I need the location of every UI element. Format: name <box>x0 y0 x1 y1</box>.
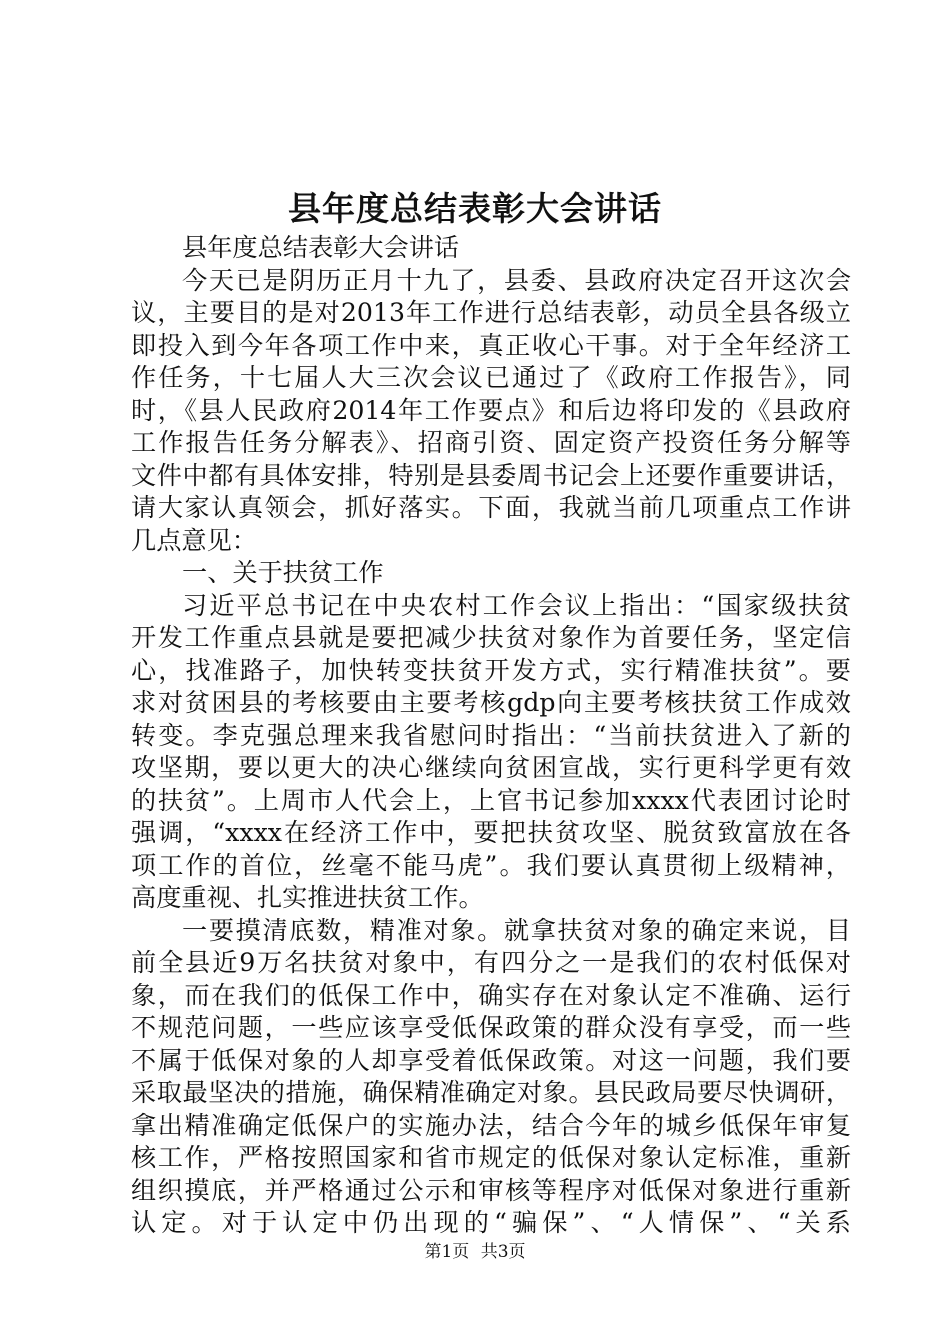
text-line: 不规范问题，一些应该享受低保政策的群众没有享受，而一些 <box>131 1013 851 1042</box>
text-line: 议，主要目的是对2013年工作进行总结表彰，动员全县各级立 <box>131 298 851 327</box>
text-line: 不属于低保对象的人却享受着低保政策。对这一问题，我们要 <box>131 1045 851 1075</box>
text-line: 习近平总书记在中央农村工作会议上指出：“国家级扶贫 <box>182 590 851 620</box>
text-line: 转变。李克强总理来我省慰问时指出：“当前扶贫进入了新的 <box>131 720 851 750</box>
text-line: 象，而在我们的低保工作中，确实存在对象认定不准确、运行 <box>131 980 851 1010</box>
text-line: 核工作，严格按照国家和省市规定的低保对象认定标准，重新 <box>131 1143 851 1172</box>
text-line: 作任务，十七届人大三次会议已通过了《政府工作报告》，同 <box>131 363 851 392</box>
text-line: 高度重视、扎实推进扶贫工作。 <box>131 883 484 912</box>
text-line: 的扶贫”。上周市人代会上，上官书记参加xxxx代表团讨论时 <box>131 785 851 815</box>
text-line: 文件中都有具体安排，特别是县委周书记会上还要作重要讲话， <box>131 460 851 490</box>
text-line: 今天已是阴历正月十九了，县委、县政府决定召开这次会 <box>182 265 851 295</box>
page-number: 第1页 <box>424 1242 470 1262</box>
text-line: 攻坚期，要以更大的决心继续向贫困宣战，实行更科学更有效 <box>131 753 851 782</box>
text-line: 强调，“xxxx在经济工作中，要把扶贫攻坚、脱贫致富放在各 <box>131 818 851 847</box>
text-line: 开发工作重点县就是要把减少扶贫对象作为首要任务，坚定信 <box>131 623 851 652</box>
text-line: 县年度总结表彰大会讲话 <box>182 233 460 262</box>
text-line: 即投入到今年各项工作中来，真正收心干事。对于全年经济工 <box>131 330 851 360</box>
page-total: 共3页 <box>480 1242 526 1262</box>
text-line: 项工作的首位，丝毫不能马虎”。我们要认真贯彻上级精神， <box>131 850 851 880</box>
document-body <box>131 232 851 1240</box>
page-footer <box>0 1240 950 1264</box>
text-line: 认定。对于认定中仍出现的“骗保”、“人情保”、“关系 <box>131 1208 851 1237</box>
text-line: 工作报告任务分解表》、招商引资、固定资产投资任务分解等 <box>131 428 851 457</box>
text-line: 组织摸底，并严格通过公示和审核等程序对低保对象进行重新 <box>131 1175 851 1205</box>
text-line: 前全县近9万名扶贫对象中，有四分之一是我们的农村低保对 <box>131 948 851 977</box>
text-line: 采取最坚决的措施，确保精准确定对象。县民政局要尽快调研， <box>131 1078 851 1107</box>
text-line: 几点意见： <box>131 525 257 555</box>
text-line: 一、关于扶贫工作 <box>182 558 384 587</box>
document-title: 县年度总结表彰大会讲话 <box>288 189 662 228</box>
text-line: 求对贫困县的考核要由主要考核gdp向主要考核扶贫工作成效 <box>131 688 851 717</box>
text-line: 请大家认真领会，抓好落实。下面，我就当前几项重点工作讲 <box>131 493 851 522</box>
text-line: 心，找准路子，加快转变扶贫开发方式，实行精准扶贫”。要 <box>131 655 851 685</box>
text-line: 一要摸清底数，精准对象。就拿扶贫对象的确定来说，目 <box>182 915 851 945</box>
text-line: 时，《县人民政府2014年工作要点》和后边将印发的《县政府 <box>131 395 851 425</box>
text-line: 拿出精准确定低保户的实施办法，结合今年的城乡低保年审复 <box>131 1110 851 1140</box>
